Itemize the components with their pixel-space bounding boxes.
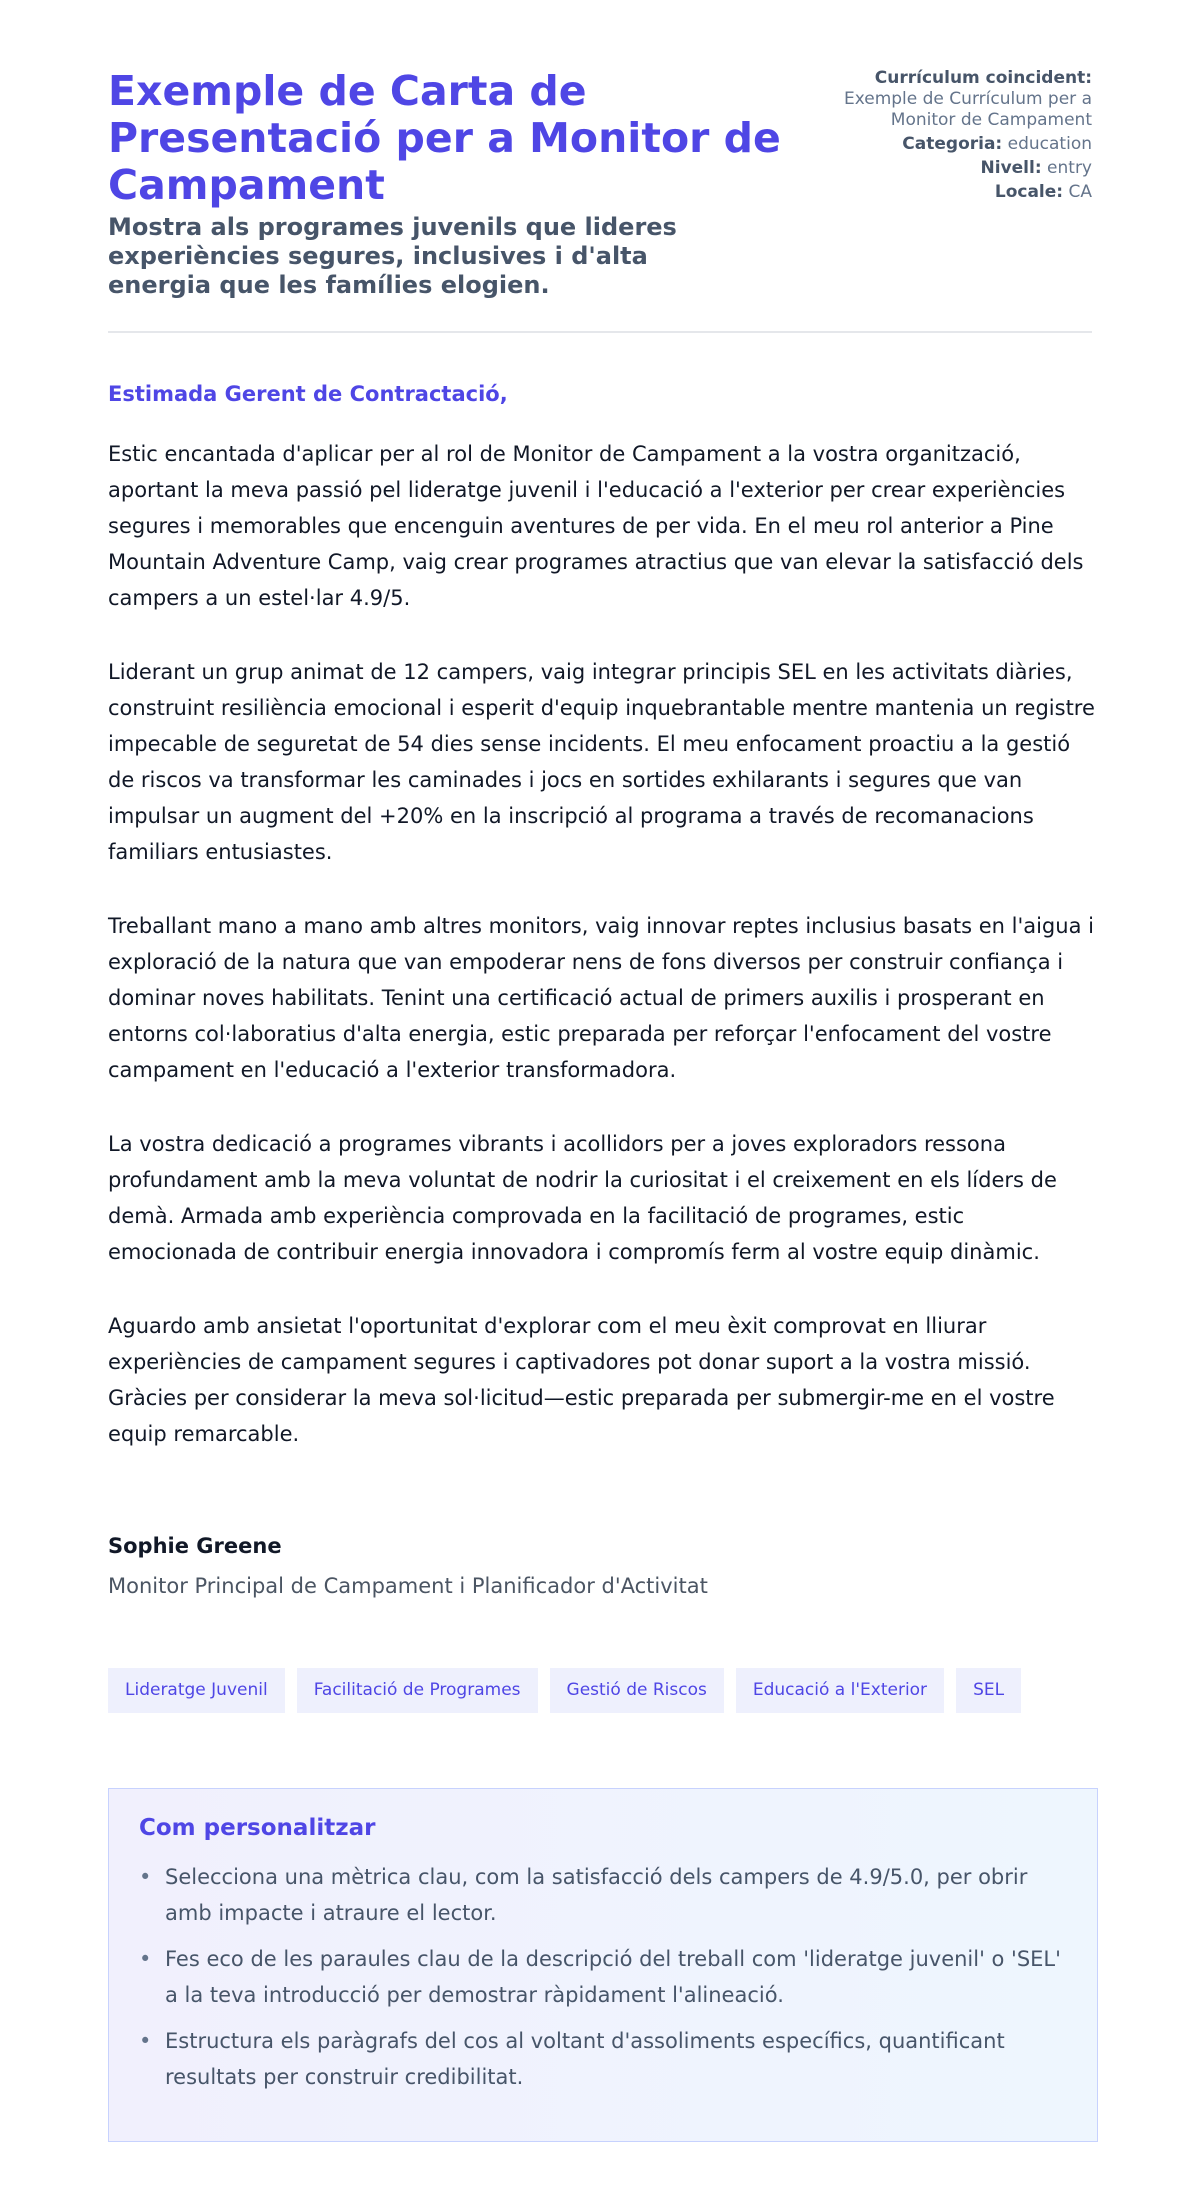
meta-level-value: entry: [1047, 158, 1092, 178]
signature-role: Monitor Principal de Campament i Planificador d'Activitat: [108, 1574, 708, 1598]
meta-category-value: education: [1007, 134, 1092, 154]
skill-tags: [108, 1668, 1021, 1713]
meta-panel: [792, 68, 1092, 300]
meta-locale-value: CA: [1068, 182, 1092, 202]
tips-list: [139, 1859, 1067, 2095]
page-header: [108, 68, 1092, 300]
letter-paragraph: Aguardo amb ansietat l'oportunitat d'explorar com el meu èxit comprovat en lliurar experiències de campament segures i captivadores pot donar suport a la vostra missió. Gràcies per considerar la meva sol·licitud—estic preparada per submergir-me en el vostre equip remarcable.: [108, 1314, 1055, 1446]
skill-tag: Educació a l'Exterior: [736, 1668, 944, 1713]
tips-list-item: • Estructura els paràgrafs del cos al voltant d'assoliments específics, quantificant resultats per construir credibilitat.: [139, 2023, 1067, 2095]
page-subtitle: Mostra als programes juvenils que lideres experiències segures, inclusives i d'alta energia que les famílies elogien.: [108, 213, 677, 299]
signature-name: Sophie Greene: [108, 1534, 282, 1558]
meta-locale-label: Locale:: [994, 182, 1064, 202]
meta-matching-resume: [792, 68, 1092, 131]
meta-resume-value: Exemple de Currículum per a Monitor de Campament: [843, 89, 1092, 130]
meta-level-label: Nivell:: [980, 158, 1042, 178]
meta-locale: [792, 182, 1092, 203]
page-title: Exemple de Carta de Presentació per a Monitor de Campament: [108, 67, 781, 209]
meta-category: [792, 134, 1092, 155]
meta-level: [792, 158, 1092, 179]
customization-tips: [108, 1788, 1098, 2142]
tips-title: Com personalitzar: [139, 1815, 376, 1841]
meta-category-label: Categoria:: [902, 134, 1003, 154]
header-divider: [108, 331, 1092, 333]
header-titles: [108, 68, 788, 300]
letter-paragraph: Treballant mano a mano amb altres monitors, vaig innovar reptes inclusius basats en l'aigua i exploració de la natura que van empoderar nens de fons diversos per construir confiança i dominar noves habilitats. Tenint una certificació actual de primers auxilis i prosperant en entorns col·laboratius d'alta energia, estic preparada per reforçar l'enfocament del vostre campament en l'educació a l'exterior transformadora.: [108, 914, 1094, 1082]
skill-tag: Gestió de Riscos: [550, 1668, 724, 1713]
letter-paragraph: Liderant un grup animat de 12 campers, vaig integrar principis SEL en les activitats diàries, construint resiliència emocional i esperit d'equip inquebrantable mentre mantenia un registre impecable de seguretat de 54 dies sense incidents. El meu enfocament proactiu a la gestió de riscos va transformar les caminades i jocs en sortides exhilarants i segures que van impulsar un augment del +20% en la inscripció al programa a través de recomanacions familiars entusiastes.: [108, 660, 1095, 864]
skill-tag: SEL: [956, 1668, 1021, 1713]
skill-tag: Facilitació de Programes: [297, 1668, 538, 1713]
tips-list-item: • Fes eco de les paraules clau de la descripció del treball com 'lideratge juvenil' o 'SEL' a la teva introducció per demostrar ràpidament l'alineació.: [139, 1941, 1067, 2013]
meta-resume-label: Currículum coincident:: [874, 68, 1092, 88]
letter-paragraph: Estic encantada d'aplicar per al rol de Monitor de Campament a la vostra organització, aportant la meva passió pel lideratge juvenil i l'educació a l'exterior per crear experiències segures i memorables que encenguin aventures de per vida. En el meu rol anterior a Pine Mountain Adventure Camp, vaig crear programes atractius que van elevar la satisfacció dels campers a un estel·lar 4.9/5.: [108, 442, 1084, 610]
skill-tag: Lideratge Juvenil: [108, 1668, 285, 1713]
tips-list-item: • Selecciona una mètrica clau, com la satisfacció dels campers de 4.9/5.0, per obrir amb impacte i atraure el lector.: [139, 1859, 1067, 1931]
letter-paragraph: La vostra dedicació a programes vibrants i acollidors per a joves exploradors ressona profundament amb la meva voluntat de nodrir la curiositat i el creixement en els líders de demà. Armada amb experiència comprovada en la facilitació de programes, estic emocionada de contribuir energia innovadora i compromís ferm al vostre equip dinàmic.: [108, 1132, 1057, 1264]
letter-body: [108, 436, 1098, 1490]
letter-salutation: Estimada Gerent de Contractació,: [108, 382, 508, 406]
